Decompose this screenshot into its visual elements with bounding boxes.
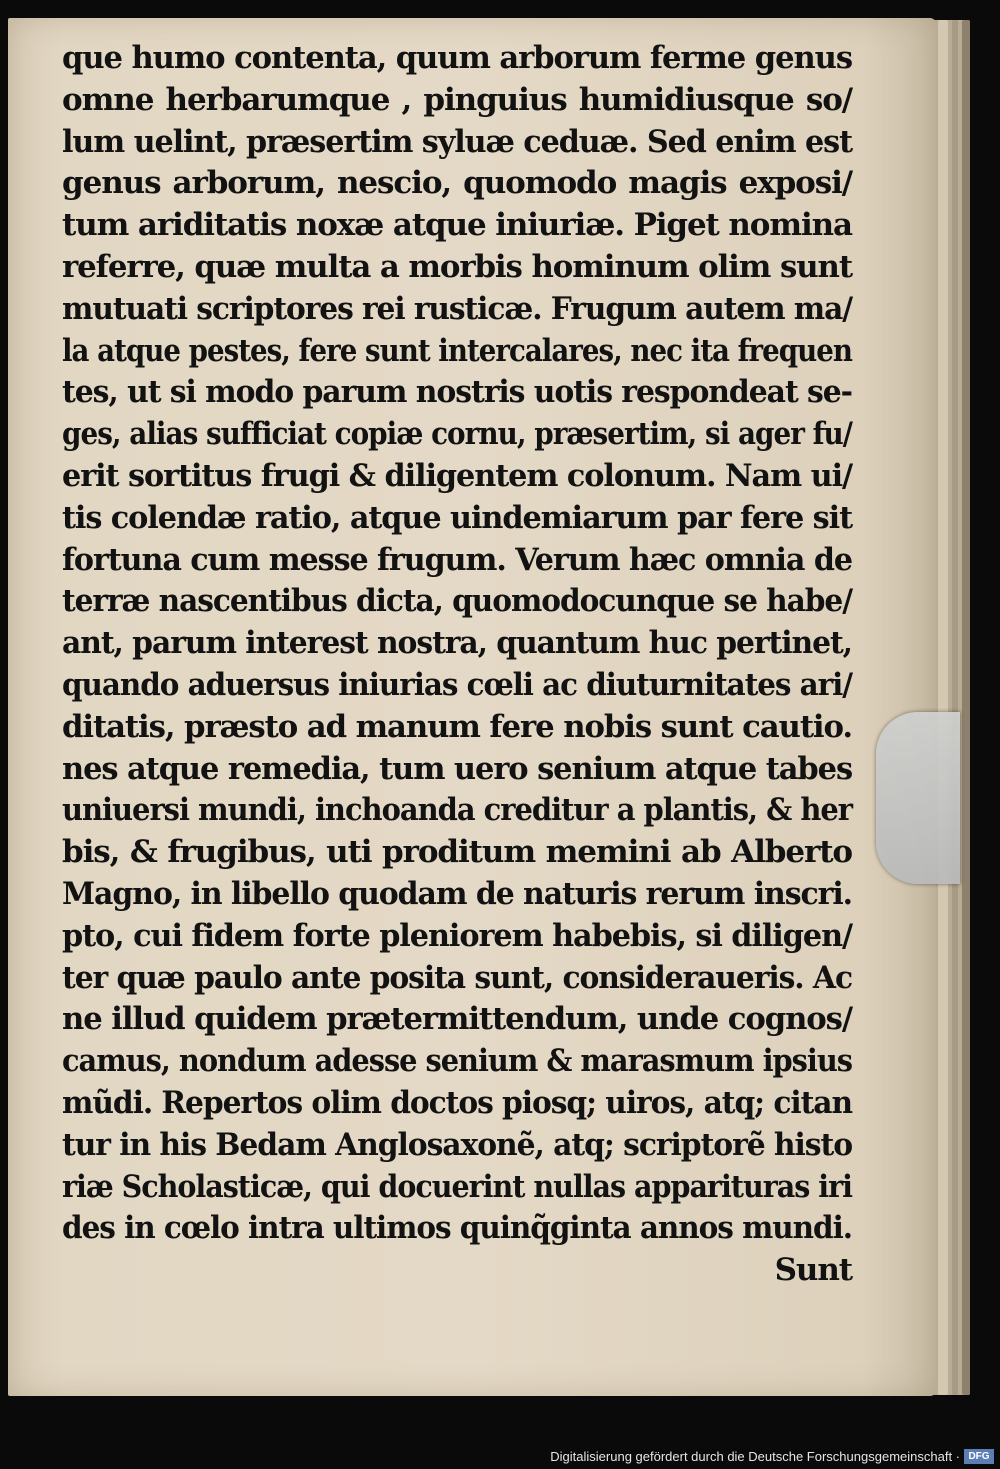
text-line: genus arborum, nescio, quomodo magis exposi/ (62, 165, 852, 202)
text-line: nes atque remedia, tum uero senium atque tabes (62, 750, 853, 787)
footer-bar (0, 1443, 1000, 1469)
page-text (62, 38, 852, 1292)
text-line: ant, parum interest nostra, quantum huc pertinet, (62, 625, 853, 662)
text-line: mũdi. Repertos olim doctos piosq; uiros, atq; citan (62, 1084, 853, 1121)
text-line: riæ Scholasticæ, qui docuerint nullas apparituras iri (62, 1168, 852, 1205)
text-line: tur in his Bedam Anglosaxonẽ, atq; scriptorẽ histo (62, 1126, 853, 1163)
text-line: Magno, in libello quodam de naturis rerum inscri. (62, 875, 853, 912)
text-line: pto, cui fidem forte pleniorem habebis, si diligen/ (62, 917, 853, 954)
text-line: uniuersi mundi, inchoanda creditur a plantis, & her (62, 792, 852, 829)
text-line: quando aduersus iniurias cœli ac diuturnitates ari/ (62, 666, 852, 703)
dfg-logo: DFG (964, 1449, 994, 1464)
page-edge (952, 20, 958, 1395)
text-line: terræ nascentibus dicta, quomodocunque se habe/ (62, 583, 852, 620)
catchword: Sunt (774, 1252, 852, 1289)
text-line: que humo contenta, quum arborum ferme genus (62, 40, 852, 76)
page-edge (962, 20, 970, 1395)
text-line: tum ariditatis noxæ atque iniuriæ. Piget nomina (62, 207, 852, 244)
text-line: omne herbarumque , pinguius humidiusque so/ (62, 81, 852, 118)
text-line: erit sortitus frugi & diligentem colonum. Nam ui/ (62, 457, 853, 494)
digitization-credit: Digitalisierung gefördert durch die Deutsche Forschungsgemeinschaft · (550, 1449, 960, 1464)
text-line: referre, quæ multa a morbis hominum olim sunt (62, 248, 852, 285)
text-line: la atque pestes, fere sunt intercalares, nec ita frequen (62, 332, 853, 369)
text-line: ne illud quidem prætermittendum, unde cognos/ (62, 1001, 853, 1038)
text-line: ter quæ paulo ante posita sunt, consideraueris. Ac (62, 959, 853, 996)
text-line: ditatis, præsto ad manum fere nobis sunt cautio. (62, 708, 852, 745)
text-line: lum uelint, præsertim syluæ ceduæ. Sed enim est (62, 123, 852, 160)
text-line: ges, alias sufficiat copiæ cornu, præsertim, si ager fu/ (62, 416, 853, 453)
text-line: bis, & frugibus, uti proditum memini ab Alberto (62, 834, 852, 871)
text-line: fortuna cum messe frugum. Verum hæc omnia de (62, 541, 852, 578)
page-edge (938, 20, 948, 1395)
text-line: tis colendæ ratio, atque uindemiarum par fere sit (62, 499, 853, 536)
text-line: camus, nondum adesse senium & marasmum ipsius (62, 1043, 852, 1080)
text-line: des in cœlo intra ultimos quinq̃ginta annos mundi. (62, 1210, 852, 1247)
text-line: tes, ut si modo parum nostris uotis respondeat se- (62, 374, 853, 411)
page-clip-tab (876, 712, 960, 884)
text-line: mutuati scriptores rei rusticæ. Frugum autem ma/ (62, 290, 853, 327)
